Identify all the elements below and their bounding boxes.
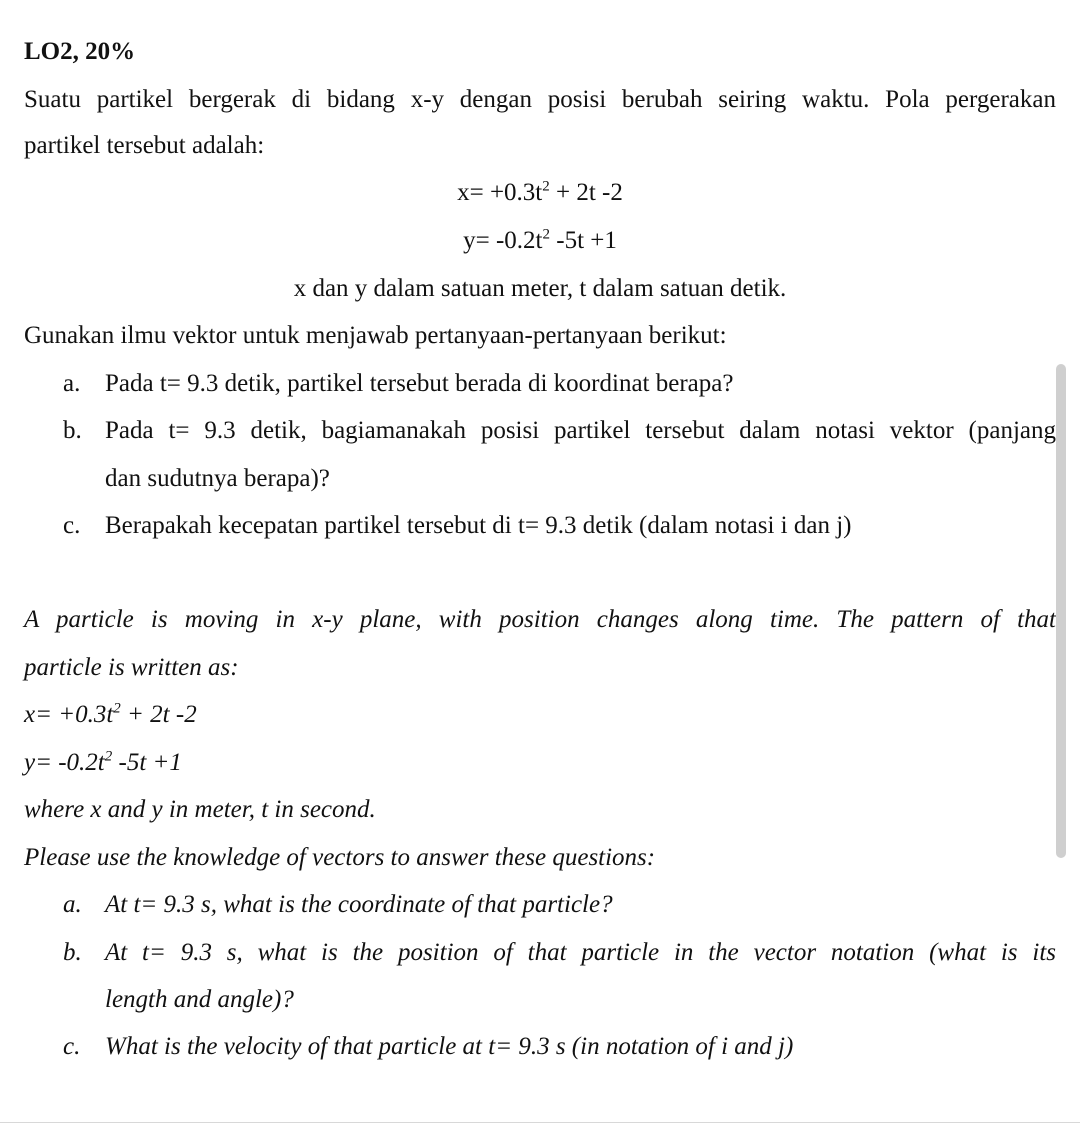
- question-id-c: [63, 511, 851, 541]
- equation-y-id-suffix: -5t +1: [550, 227, 617, 254]
- equation-x-en-prefix: x= +0.3t: [24, 701, 114, 728]
- intro-id-line-1: Suatu partikel bergerak di bidang x-y dengan posisi berubah seiring waktu. Pola pergerakan: [24, 86, 1056, 113]
- equation-y-en-exponent: 2: [104, 748, 113, 765]
- question-en-a-text: At t= 9.3 s, what is the coordinate of that particle?: [105, 891, 613, 918]
- equation-y-id: [0, 226, 1080, 256]
- question-id-b-text: Pada t= 9.3 detik, bagiamanakah posisi partikel tersebut dalam notasi vektor (panjang: [105, 417, 1056, 444]
- equation-x-en-exponent: 2: [113, 700, 121, 717]
- equation-y-id-prefix: y= -0.2t: [463, 227, 543, 254]
- intro-id-line-2: partikel tersebut adalah:: [24, 132, 265, 159]
- page-title: LO2, 20%: [24, 38, 136, 65]
- question-en-a-marker: a.: [63, 891, 82, 918]
- vertical-scrollbar[interactable]: [1056, 364, 1066, 858]
- question-id-a-marker: a.: [63, 370, 81, 397]
- equation-y-en-suffix: -5t +1: [112, 749, 182, 776]
- equation-y-en: [24, 748, 182, 778]
- question-id-a: [63, 369, 733, 399]
- question-en-b-continuation: length and angle)?: [105, 986, 294, 1013]
- question-id-b-marker: b.: [63, 417, 82, 444]
- question-en-c-text: What is the velocity of that particle at t= 9.3 s (in notation of i and j): [105, 1033, 794, 1060]
- question-id-b-continuation: dan sudutnya berapa)?: [105, 465, 330, 492]
- instruction-id: Gunakan ilmu vektor untuk menjawab pertanyaan-pertanyaan berikut:: [24, 322, 727, 349]
- intro-en-line-1: A particle is moving in x-y plane, with position changes along time. The pattern of that: [24, 606, 1056, 633]
- equation-x-id: [0, 178, 1080, 208]
- equation-x-en-suffix: + 2t -2: [120, 701, 197, 728]
- question-en-b-marker: b.: [63, 939, 82, 966]
- question-en-a: [63, 890, 613, 920]
- equation-x-id-prefix: x= +0.3t: [457, 179, 543, 206]
- question-id-b: [63, 416, 1056, 446]
- equation-y-en-prefix: y= -0.2t: [24, 749, 105, 776]
- intro-en-line-2: particle is written as:: [24, 654, 239, 681]
- units-en: where x and y in meter, t in second.: [24, 796, 376, 823]
- bottom-divider: [0, 1122, 1080, 1123]
- question-id-c-text: Berapakah kecepatan partikel tersebut di t= 9.3 detik (dalam notasi i dan j): [105, 512, 852, 539]
- question-id-a-text: Pada t= 9.3 detik, partikel tersebut berada di koordinat berapa?: [105, 370, 734, 397]
- units-id: x dan y dalam satuan meter, t dalam satuan detik.: [293, 275, 787, 302]
- question-en-b: [63, 938, 1056, 968]
- question-id-c-marker: c.: [63, 512, 81, 539]
- instruction-en: Please use the knowledge of vectors to answer these questions:: [24, 844, 656, 871]
- question-en-b-text: At t= 9.3 s, what is the position of that particle in the vector notation (what is its: [105, 939, 1056, 966]
- equation-x-en: [24, 700, 197, 730]
- question-en-c-marker: c.: [63, 1033, 81, 1060]
- equation-x-id-suffix: + 2t -2: [549, 179, 623, 206]
- equation-y-id-exponent: 2: [542, 226, 550, 243]
- question-en-c: [63, 1032, 793, 1062]
- equation-x-id-exponent: 2: [542, 178, 550, 195]
